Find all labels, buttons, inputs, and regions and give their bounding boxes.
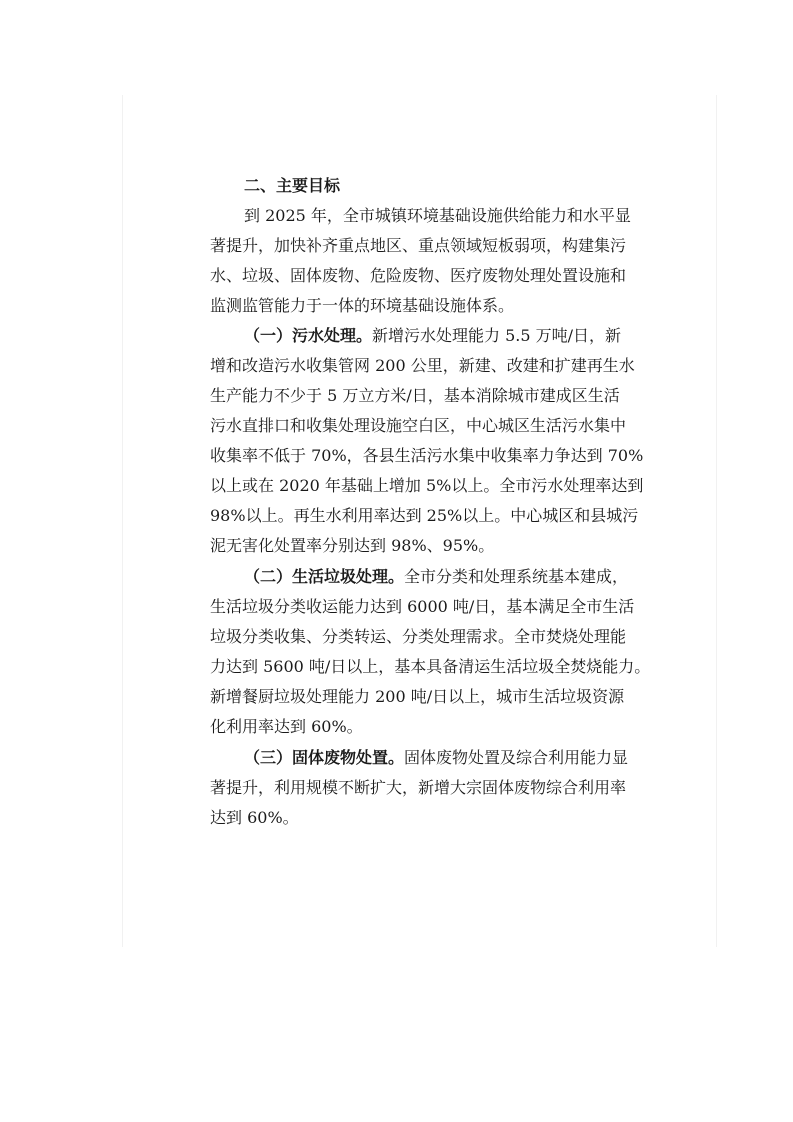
paragraph-line: 著提升，利用规模不断扩大，新增大宗固体废物综合利用率 <box>210 778 627 797</box>
paragraph-line: 新增餐厨垃圾处理能力 200 吨/日以上，城市生活垃圾资源 <box>210 687 625 706</box>
paragraph-line: 泥无害化处置率分别达到 98%、95%。 <box>210 536 495 555</box>
scan-edge-left <box>122 95 123 947</box>
paragraph-line: 垃圾分类收集、分类转运、分类处理需求。全市焚烧处理能 <box>210 627 627 646</box>
paragraph-title: （二）生活垃圾处理。 <box>244 567 405 586</box>
paragraph-text: 全市分类和处理系统基本建成， <box>404 567 629 586</box>
intro-line: 著提升，加快补齐重点地区、重点领域短板弱项，构建集污 <box>210 236 627 255</box>
paragraph-line: 污水直排口和收集处理设施空白区，中心城区生活污水集中 <box>210 416 627 435</box>
paragraph-line: 以上或在 2020 年基础上增加 5%以上。全市污水处理率达到 <box>210 476 644 495</box>
intro-line: 水、垃圾、固体废物、危险废物、医疗废物处理处置设施和 <box>210 266 627 285</box>
paragraph-text: 固体废物处置及综合利用能力显 <box>404 748 629 767</box>
paragraph-title: （一）污水处理。 <box>244 326 373 345</box>
scan-edge-right <box>716 95 717 947</box>
paragraph-first-line <box>244 321 621 351</box>
paragraph-line: 化利用率达到 60%。 <box>210 717 363 736</box>
paragraph-first-line <box>244 562 628 592</box>
paragraph-line: 98%以上。再生水利用率达到 25%以上。中心城区和县城污 <box>210 506 639 525</box>
paragraph-first-line <box>244 743 628 773</box>
paragraph-line: 生产能力不少于 5 万立方米/日，基本消除城市建成区生活 <box>210 386 620 405</box>
paragraph-line: 力达到 5600 吨/日以上，基本具备清运生活垃圾全焚烧能力。 <box>210 657 651 676</box>
paragraph-line: 达到 60%。 <box>210 808 299 827</box>
paragraph-line: 收集率不低于 70%，各县生活污水集中收集率力争达到 70% <box>210 446 644 465</box>
paragraph-line: 增和改造污水收集管网 200 公里，新建、改建和扩建再生水 <box>210 356 635 375</box>
section-heading: 二、主要目标 <box>244 176 341 195</box>
paragraph-line: 生活垃圾分类收运能力达到 6000 吨/日，基本满足全市生活 <box>210 597 635 616</box>
paragraph-text: 新增污水处理能力 5.5 万吨/日，新 <box>372 326 622 345</box>
paragraph-title: （三）固体废物处置。 <box>244 748 405 767</box>
intro-line: 到 2025 年，全市城镇环境基础设施供给能力和水平显 <box>244 206 631 225</box>
intro-line: 监测监管能力于一体的环境基础设施体系。 <box>210 296 515 315</box>
